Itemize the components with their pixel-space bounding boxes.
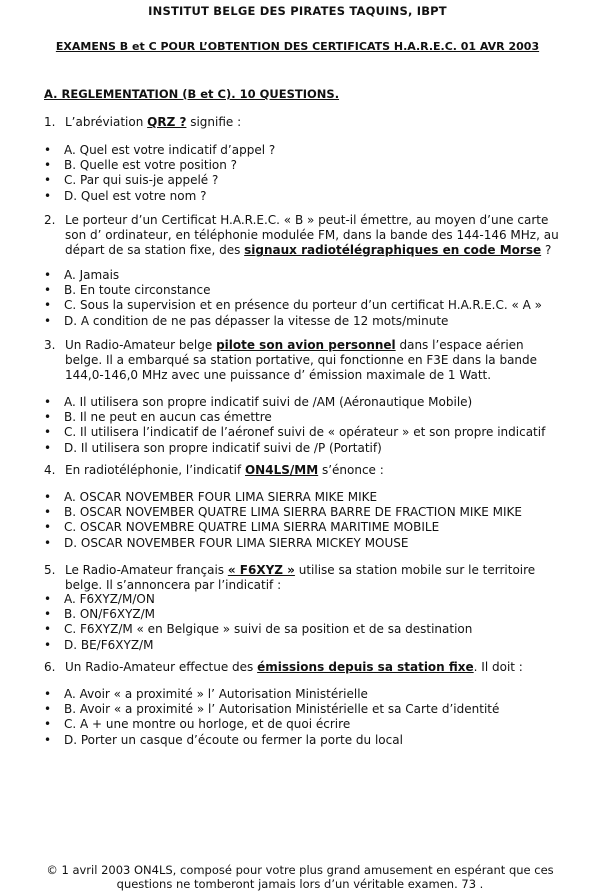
- question-4: [44, 463, 564, 478]
- question-2: [44, 213, 564, 259]
- question-number: 4.: [44, 463, 56, 477]
- answer-option: • B. En toute circonstance: [44, 283, 542, 298]
- answer-list-3: [44, 395, 545, 456]
- answer-option: • B. Il ne peut en aucun cas émettre: [44, 410, 545, 425]
- question-number: 2.: [44, 213, 56, 227]
- question-text: [65, 115, 564, 130]
- question-text: [65, 463, 564, 478]
- answer-list-2: [44, 268, 542, 329]
- answer-option: • A. Quel est votre indicatif d’appel ?: [44, 143, 275, 158]
- question-text: [65, 660, 564, 675]
- question-keyword: QRZ ?: [147, 115, 187, 129]
- answer-option: • A. OSCAR NOVEMBER FOUR LIMA SIERRA MIKE MIKE: [44, 490, 522, 505]
- question-text-pre: Le porteur d’un Certificat H.A.R.E.C. « B » peut-il émettre, au moyen d’une carte son d’ ordinateur, en téléphonie modulée FM, dans la bande des 144-146 MHz, au départ de sa station fixe, des: [65, 213, 559, 258]
- question-text-post: s’énonce :: [318, 463, 384, 477]
- answer-option: • B. OSCAR NOVEMBER QUATRE LIMA SIERRA BARRE DE FRACTION MIKE MIKE: [44, 505, 522, 520]
- question-keyword: signaux radiotélégraphiques en code Morse: [244, 243, 542, 258]
- question-keyword: « F6XYZ »: [227, 563, 295, 577]
- answer-list-1: [44, 143, 275, 204]
- question-keyword: ON4LS/MM: [244, 463, 319, 477]
- answer-option: • A. Avoir « a proximité » l’ Autorisation Ministérielle: [44, 687, 499, 702]
- question-text-post: utilise sa station mobile sur le territoire belge. Il s’annoncera par l’indicatif :: [65, 563, 536, 593]
- footer-line: questions ne tomberont jamais lors d’un véritable examen. 73 .: [116, 877, 484, 891]
- question-number: 3.: [44, 338, 56, 352]
- answer-option: • C. F6XYZ/M « en Belgique » suivi de sa position et de sa destination: [44, 622, 472, 637]
- answer-option: • C. Par qui suis-je appelé ?: [44, 173, 275, 188]
- question-text-pre: Le Radio-Amateur français: [65, 563, 228, 577]
- answer-option: • D. A condition de ne pas dépasser la vitesse de 12 mots/minute: [44, 314, 542, 329]
- answer-option: • D. Quel est votre nom ?: [44, 189, 275, 204]
- question-number: 6.: [44, 660, 56, 674]
- question-6: [44, 660, 564, 675]
- answer-option: • A. Jamais: [44, 268, 542, 283]
- question-text-post: ?: [541, 243, 552, 258]
- question-text-pre: Un Radio-Amateur effectue des: [65, 660, 258, 674]
- question-number: 1.: [44, 115, 56, 129]
- answer-option: • D. OSCAR NOVEMBER FOUR LIMA SIERRA MICKEY MOUSE: [44, 536, 522, 551]
- exam-title: EXAMENS B et C POUR L’OBTENTION DES CERTIFICATS H.A.R.E.C. 01 AVR 2003: [55, 40, 540, 53]
- answer-option: • A. F6XYZ/M/ON: [44, 592, 472, 607]
- answer-option: • D. BE/F6XYZ/M: [44, 638, 472, 653]
- question-text-post: dans l’espace aérien belge. Il a embarqué sa station portative, qui fonctionne en F3E dans la bande 144,0-146,0 MHz avec une puissance d’ émission maximale de 1 Watt.: [65, 338, 538, 383]
- question-keyword: émissions depuis sa station fixe: [257, 660, 474, 674]
- answer-option: • B. Avoir « a proximité » l’ Autorisation Ministérielle et sa Carte d’identité: [44, 702, 499, 717]
- question-text-post: . Il doit :: [473, 660, 523, 674]
- section-title: A. REGLEMENTATION (B et C). 10 QUESTIONS.: [44, 87, 340, 101]
- answer-list-6: [44, 687, 499, 748]
- footer-note: [20, 863, 580, 891]
- question-text-post: signifie :: [186, 115, 242, 129]
- institute-title: INSTITUT BELGE DES PIRATES TAQUINS, IBPT: [148, 4, 447, 18]
- answer-option: • D. Il utilisera son propre indicatif suivi de /P (Portatif): [44, 441, 545, 456]
- question-number: 5.: [44, 563, 56, 577]
- question-5: [44, 563, 564, 593]
- answer-option: • C. Sous la supervision et en présence du porteur d’un certificat H.A.R.E.C. « A »: [44, 298, 542, 313]
- question-3: [44, 338, 564, 384]
- question-text: [65, 213, 564, 259]
- question-text-pre: Un Radio-Amateur belge: [65, 338, 217, 352]
- answer-list-5: [44, 592, 472, 653]
- question-text-pre: En radiotéléphonie, l’indicatif: [65, 463, 245, 477]
- answer-list-4: [44, 490, 522, 551]
- answer-option: • C. OSCAR NOVEMBRE QUATRE LIMA SIERRA MARITIME MOBILE: [44, 520, 522, 535]
- question-1: [44, 115, 564, 130]
- answer-option: • D. Porter un casque d’écoute ou fermer la porte du local: [44, 733, 499, 748]
- question-text: [65, 563, 564, 593]
- answer-option: • B. Quelle est votre position ?: [44, 158, 275, 173]
- answer-option: • B. ON/F6XYZ/M: [44, 607, 472, 622]
- question-text: [65, 338, 564, 384]
- question-keyword: pilote son avion personnel: [216, 338, 396, 352]
- answer-option: • C. Il utilisera l’indicatif de l’aéronef suivi de « opérateur » et son propre indicatif: [44, 425, 545, 440]
- answer-option: • A. Il utilisera son propre indicatif suivi de /AM (Aéronautique Mobile): [44, 395, 545, 410]
- answer-option: • C. A + une montre ou horloge, et de quoi écrire: [44, 717, 499, 732]
- question-text-pre: L’abréviation: [65, 115, 148, 129]
- footer-line: © 1 avril 2003 ON4LS, composé pour votre plus grand amusement en espérant que ces: [46, 863, 554, 877]
